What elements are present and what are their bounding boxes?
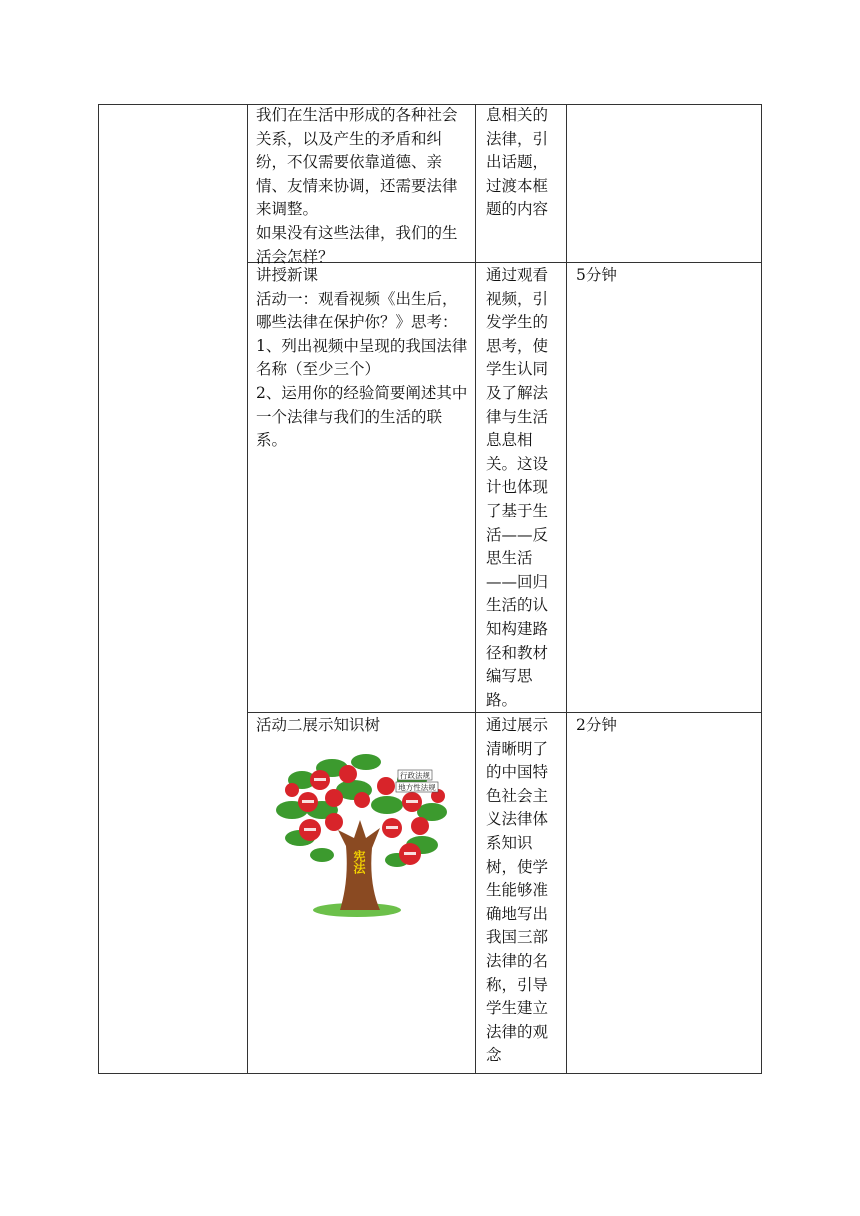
row2-intent-text: 通过观看视频，引发学生的思考，使学生认同及了解法律与生活息息相关。这设计也体现了基于生活——反思生活——回归生活的认知构建路径和教材编写思路。 <box>486 266 549 709</box>
col-divider-2 <box>475 104 476 1074</box>
row1-intent-cell <box>486 104 559 222</box>
row3-intent-cell <box>486 714 559 1068</box>
row1-content-cell <box>256 104 470 269</box>
row1-content-text: 我们在生活中形成的各种社会关系，以及产生的矛盾和纠纷，不仅需要依靠道德、亲情、友情来协调，还需要法律来调整。 如果没有这些法律，我们的生活会怎样？ <box>256 106 458 266</box>
col-border-left <box>98 104 99 1074</box>
row2-time-cell <box>576 264 756 288</box>
row3-time-text: 2分钟 <box>576 716 617 734</box>
row3-time-cell <box>576 714 756 738</box>
row3-intent-text: 通过展示清晰明了的中国特色社会主义法律体系知识树，使学生能够准确地写出我国三部法律的名称，引导学生建立法律的观念 <box>486 716 549 1065</box>
row1-intent-text: 息相关的法律，引出话题，过渡本框题的内容 <box>486 106 549 219</box>
col-divider-3 <box>566 104 567 1074</box>
row2-content-text: 讲授新课 活动一：观看视频《出生后，哪些法律在保护你？》思考： 1、列出视频中呈现的我国法律名称（至少三个） 2、运用你的经验简要阐述其中一个法律与我们的生活的联系。 <box>256 266 468 450</box>
row2-intent-cell <box>486 264 559 712</box>
trunk-label: 宪法 <box>352 850 366 874</box>
row2-content-cell <box>256 264 470 453</box>
col-border-right <box>761 104 762 1074</box>
row3-content-text: 活动二展示知识树 <box>256 716 381 734</box>
branch-tag-1: 行政法规 <box>400 771 430 780</box>
knowledge-tree-image <box>262 750 462 920</box>
col-divider-1 <box>247 104 248 1074</box>
row2-time-text: 5分钟 <box>576 266 617 284</box>
row3-content-cell <box>256 714 470 738</box>
branch-tag-2: 地方性法规 <box>398 783 436 792</box>
row-border-bottom <box>98 1073 762 1074</box>
